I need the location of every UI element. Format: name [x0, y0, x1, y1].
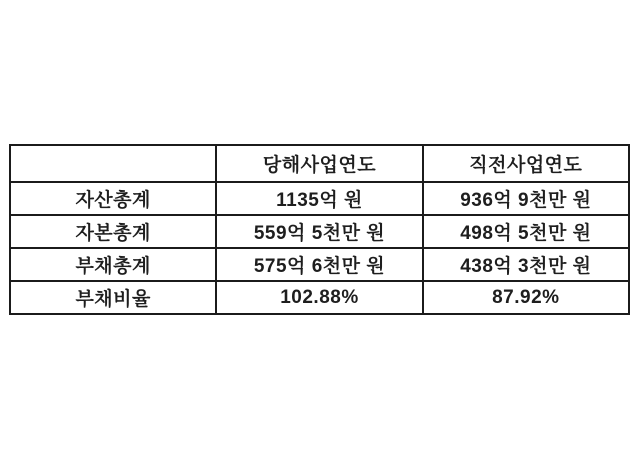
table-row-total-liabilities [10, 248, 629, 281]
header-row [10, 145, 629, 182]
previous-year-value: 498억 5천만 원 [423, 215, 629, 248]
financial-summary-table-container [9, 144, 630, 314]
current-year-value: 559억 5천만 원 [216, 215, 422, 248]
previous-year-value: 438억 3천만 원 [423, 248, 629, 281]
current-year-value: 575억 6천만 원 [216, 248, 422, 281]
row-label: 부채총계 [10, 248, 216, 281]
row-label: 부채비율 [10, 281, 216, 314]
financial-summary-table [9, 144, 630, 315]
column-header-current-year: 당해사업연도 [216, 145, 422, 182]
previous-year-value: 87.92% [423, 281, 629, 314]
row-label: 자산총계 [10, 182, 216, 215]
corner-cell [10, 145, 216, 182]
table-row-debt-ratio [10, 281, 629, 314]
table-row-total-assets [10, 182, 629, 215]
column-header-previous-year: 직전사업연도 [423, 145, 629, 182]
current-year-value: 102.88% [216, 281, 422, 314]
row-label: 자본총계 [10, 215, 216, 248]
current-year-value: 1135억 원 [216, 182, 422, 215]
table-row-total-equity [10, 215, 629, 248]
previous-year-value: 936억 9천만 원 [423, 182, 629, 215]
